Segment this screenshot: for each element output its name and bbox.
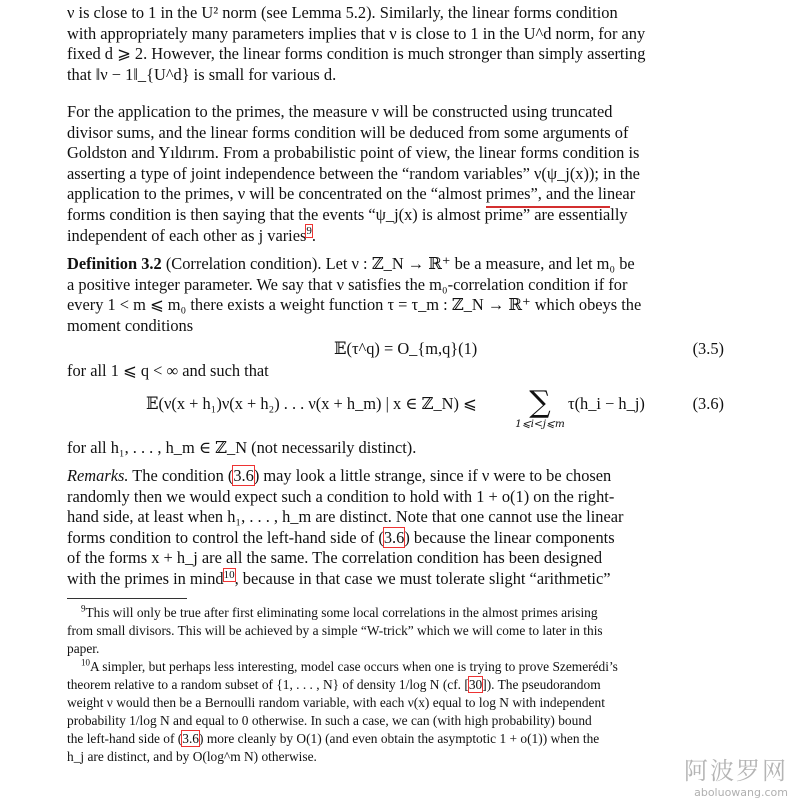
fn10-line2-start: theorem relative to a random subset of {1, . . . , N} of density 1/log N (cf. [ bbox=[67, 677, 469, 692]
fn10-line3: weight ν would then be a Bernoulli random variable, with each ν(x) equal to log N with independent bbox=[67, 695, 605, 710]
equation-3-6-rhs: τ(h_i − h_j) bbox=[568, 394, 645, 413]
footnote-9-link[interactable]: 9 bbox=[306, 225, 312, 238]
def-line4: moment conditions bbox=[67, 315, 194, 335]
sum-symbol: ∑ bbox=[529, 385, 551, 420]
paragraph-1 bbox=[67, 3, 724, 85]
definition-name: (Correlation condition). bbox=[165, 254, 322, 273]
def-line1-text: Let ν : ℤ_N → ℝ⁺ be a measure, and let m₀ be bbox=[325, 254, 635, 273]
sum-subscript: 1⩽i<j⩽m bbox=[515, 418, 565, 430]
remarks-line4-start: forms condition to control the left-hand side of ( bbox=[67, 527, 384, 547]
watermark-logo-text: 阿波罗网 bbox=[684, 757, 788, 785]
remarks-line1-end: ) may look a little strange, since if ν were to be chosen bbox=[253, 466, 612, 485]
watermark-url: aboluowang.com bbox=[694, 786, 788, 799]
p1-line4: that ‖ν − 1‖_{U^d} is small for various d. bbox=[67, 64, 337, 84]
fn10-mark: 10 bbox=[81, 657, 90, 668]
fn10-line5-start: the left-hand side of ( bbox=[67, 731, 183, 746]
fn10-line6: h_j are distinct, and by O(log^m N) otherwise. bbox=[67, 749, 317, 764]
definition-3-2 bbox=[67, 254, 724, 336]
p1-line2: with appropriately many parameters implies that ν is close to 1 in the U^d norm, for any bbox=[67, 23, 646, 43]
remarks-line1-start: The condition ( bbox=[132, 466, 234, 485]
red-underline-annotation bbox=[486, 206, 610, 208]
def-line1 bbox=[67, 254, 724, 275]
fn9-line1 bbox=[67, 604, 724, 622]
equation-3-6-lhs: 𝔼(ν(x + h₁)ν(x + h₂) . . . ν(x + h_m) | x ∈ ℤ_N) ⩽ bbox=[146, 394, 477, 413]
fn10-line5-end: ) more cleanly by O(1) (and even obtain the asymptotic 1 + o(1)) when the bbox=[199, 731, 600, 746]
fn10-line2 bbox=[67, 676, 724, 694]
p2-line5-start: application to the primes, ν will be concentrated on the bbox=[67, 184, 431, 204]
remarks-line1 bbox=[67, 466, 724, 487]
fn9-mark: 9 bbox=[81, 603, 86, 614]
paragraph-2 bbox=[67, 102, 724, 246]
p1-line1: ν is close to 1 in the U² norm (see Lemma 5.2). Similarly, the linear forms condition bbox=[67, 3, 618, 22]
remarks-line4 bbox=[67, 528, 724, 549]
remarks-line5: of the forms x + h_j are all the same. The correlation condition has been designed bbox=[67, 548, 603, 568]
eq-3-6-link-3[interactable]: 3.6 bbox=[182, 731, 200, 746]
p2-line7-start: independent of each other as j varies bbox=[67, 225, 307, 245]
eq-3-6-link-1[interactable]: 3.6 bbox=[233, 466, 254, 485]
remarks-label: Remarks. bbox=[67, 466, 129, 485]
p2-line2: divisor sums, and the linear forms condition will be deduced from some arguments of bbox=[67, 122, 629, 142]
site-watermark bbox=[684, 751, 788, 799]
citation-30-link[interactable]: 30 bbox=[468, 677, 483, 692]
fn10-line5 bbox=[67, 730, 724, 748]
footnote-10 bbox=[67, 658, 724, 766]
fn9-line2: from small divisors. This will be achieved by a simple “W-trick” which we will come to later in this bbox=[67, 623, 603, 638]
definition-title: Definition 3.2 bbox=[67, 254, 162, 273]
p2-line4: asserting a type of joint independence between the “random variables” ν(ψ_j(x)); in the bbox=[67, 163, 640, 183]
fn9-line3: paper. bbox=[67, 641, 100, 656]
p2-line1: For the application to the primes, the measure ν will be constructed using truncated bbox=[67, 102, 613, 121]
after-eq-3-6-line: for all h₁, . . . , h_m ∈ ℤ_N (not necessarily distinct). bbox=[67, 438, 417, 457]
fn10-line2-end: ]). The pseudorandom bbox=[482, 677, 601, 692]
equation-3-6-label: (3.6) bbox=[692, 394, 724, 413]
p1-line3: fixed d ⩾ 2. However, the linear forms condition is much stronger than simply asserting bbox=[67, 44, 646, 64]
footnote-9 bbox=[67, 604, 724, 658]
p2-line3: Goldston and Yıldırım. From a probabilistic point of view, the linear forms condition is bbox=[67, 143, 640, 163]
def-line3: every 1 < m ⩽ m₀ there exists a weight function τ = τ_m : ℤ_N → ℝ⁺ which obeys the bbox=[67, 295, 642, 315]
remarks-line6 bbox=[67, 569, 724, 590]
remarks-line6-end: , because in that case we must tolerate slight “arithmetic” bbox=[234, 568, 611, 588]
remarks-paragraph bbox=[67, 466, 724, 590]
remarks-line2: randomly then we would expect such a condition to hold with 1 + o(1) on the right- bbox=[67, 486, 615, 506]
equation-3-5-label: (3.5) bbox=[692, 339, 724, 358]
p2-line6: forms condition is then saying that the events “ψ_j(x) is almost prime” are essentially bbox=[67, 204, 628, 224]
footnote-rule bbox=[67, 598, 187, 599]
fn10-line4: probability 1/log N and equal to 0 otherwise. In such a case, we can (with high probability) bound bbox=[67, 713, 592, 728]
def-line2: a positive integer parameter. We say that ν satisfies the m₀-correlation condition if for bbox=[67, 274, 628, 294]
fn9-line1-text: This will only be true after first eliminating some local correlations in the almost primes arising bbox=[85, 605, 598, 620]
remarks-line6-start: with the primes in mind bbox=[67, 568, 224, 588]
p2-line7 bbox=[67, 226, 724, 247]
eq-3-6-link-2[interactable]: 3.6 bbox=[383, 527, 405, 547]
footnote-10-link[interactable]: 10 bbox=[223, 568, 235, 581]
equation-3-5: 𝔼(τ^q) = O_{m,q}(1) bbox=[334, 339, 478, 358]
remarks-line3: hand side, at least when h₁, . . . , h_m are distinct. Note that one cannot use the linear bbox=[67, 507, 624, 527]
fn10-line1-text: A simpler, but perhaps less interesting, model case occurs when one is trying to prove Szemerédi’s bbox=[90, 659, 618, 674]
p2-line7-end: . bbox=[311, 225, 316, 245]
p2-line5-end: , and the linear bbox=[537, 184, 636, 204]
p2-line5 bbox=[67, 184, 724, 205]
almost-primes-highlight: “almost primes” bbox=[430, 184, 538, 204]
remarks-line4-end: ) because the linear components bbox=[404, 527, 615, 547]
equation-3-6-sum bbox=[505, 385, 575, 430]
for-all-q-line: for all 1 ⩽ q < ∞ and such that bbox=[67, 361, 269, 380]
fn10-line1 bbox=[67, 658, 724, 676]
